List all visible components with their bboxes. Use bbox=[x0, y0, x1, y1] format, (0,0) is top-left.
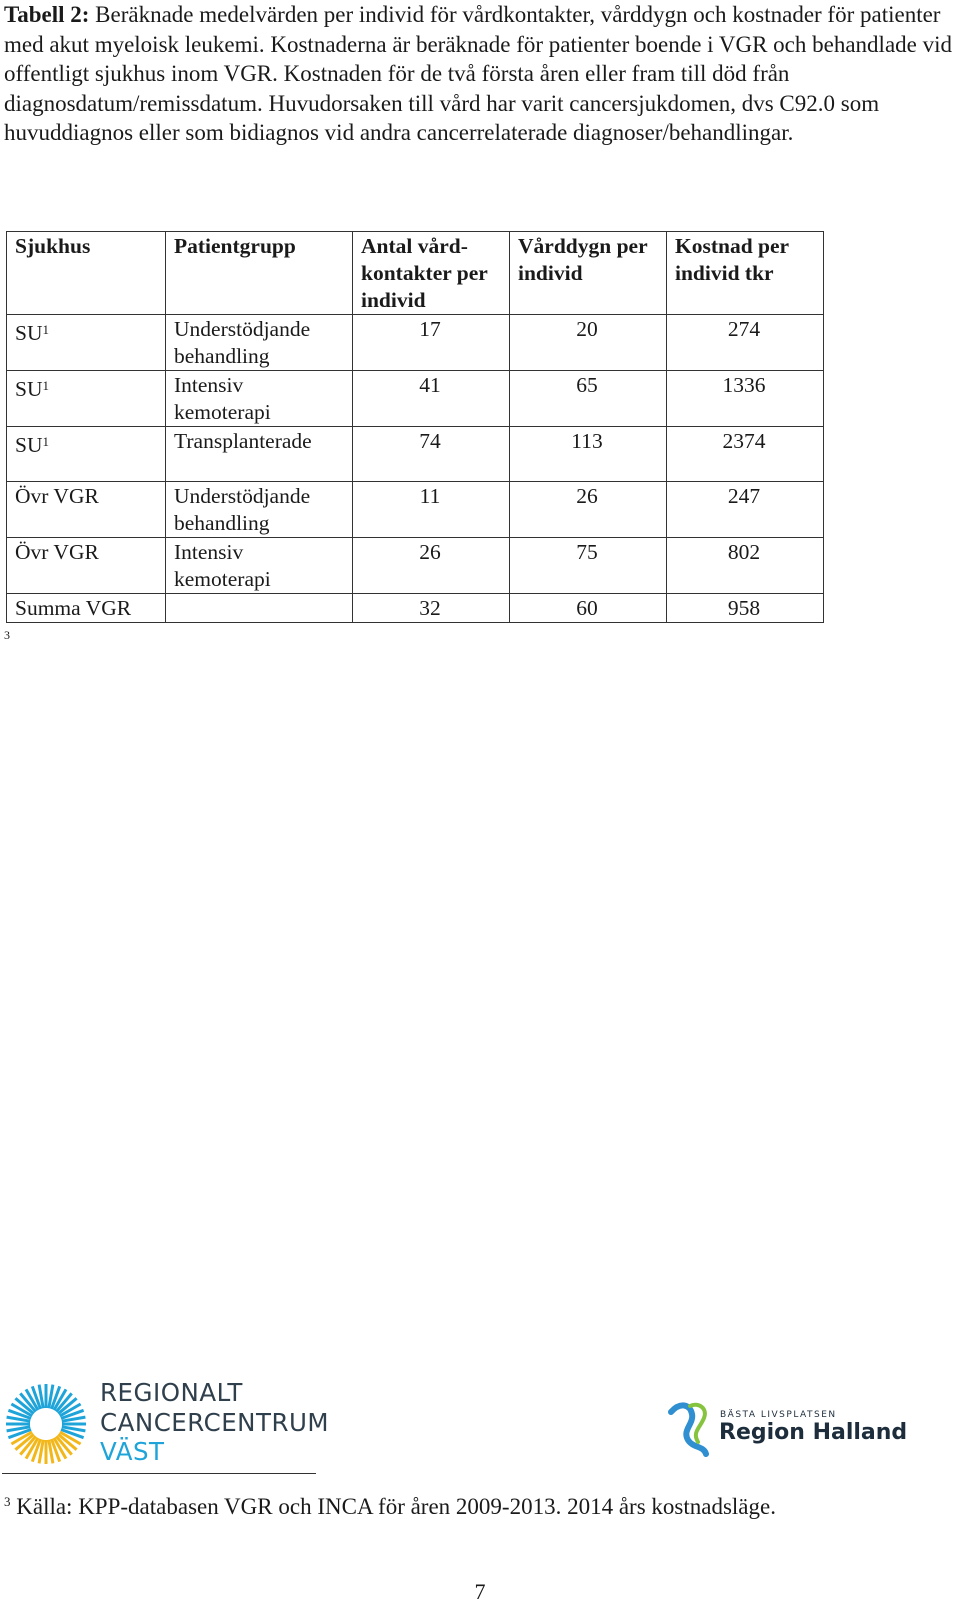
table-row bbox=[7, 315, 824, 371]
header-patientgrupp: Patientgrupp bbox=[166, 232, 353, 315]
table-row-total bbox=[7, 594, 824, 623]
page-number: 7 bbox=[474, 1579, 486, 1604]
cell-kostnad: 802 bbox=[667, 538, 824, 594]
cell-patientgrupp: Intensiv kemoterapi bbox=[166, 371, 353, 427]
cell-sjukhus: $SU^1$ bbox=[7, 315, 166, 371]
rcc-line-1: REGIONALT bbox=[100, 1378, 243, 1407]
footnote bbox=[4, 1488, 776, 1521]
halland-name: Region Halland bbox=[719, 1420, 908, 1445]
cell-patientgrupp: Understödjande behandling bbox=[166, 482, 353, 538]
cell-dygn: 60 bbox=[510, 594, 667, 623]
cell-sjukhus: $SU^1$ bbox=[7, 371, 166, 427]
footnote-divider bbox=[2, 1473, 316, 1474]
cell-dygn: 113 bbox=[510, 427, 667, 482]
header-sjukhus: Sjukhus bbox=[7, 232, 166, 315]
caption-text: Beräknade medelvärden per individ för vårdkontakter, vårddygn och kostnader för patienter med akut myeloisk leukemi. Kostnaderna är beräknade för patienter boende i VGR och behandlade vid offentligt sjukhus inom VGR. Kostnaden för de två första åren eller fram till död från diagnosdatum/remissdatum. Huvudorsaken till vård har varit cancersjukdomen, dvs C92.0 som huvuddiagnos eller som bidiagnos vid andra cancerrelaterade diagnoser/behandlingar. bbox=[4, 2, 953, 145]
cell-kontakter: 11 bbox=[353, 482, 510, 538]
footnote-reference: 3 bbox=[4, 628, 10, 642]
cell-kostnad: 247 bbox=[667, 482, 824, 538]
header-kostnad: Kostnad per individ tkr bbox=[667, 232, 824, 315]
cell-patientgrupp: Transplanterade bbox=[166, 427, 353, 482]
cell-patientgrupp: Understödjande behandling bbox=[166, 315, 353, 371]
cell-sjukhus: $SU^1$ bbox=[7, 427, 166, 482]
table-header-row bbox=[7, 232, 824, 315]
cell-kostnad: 1336 bbox=[667, 371, 824, 427]
table-caption bbox=[4, 0, 956, 148]
superscript: 1 bbox=[42, 378, 49, 393]
cell-sjukhus: Övr VGR bbox=[7, 482, 166, 538]
rcc-line-2: CANCERCENTRUM bbox=[100, 1407, 330, 1437]
table-row bbox=[7, 482, 824, 538]
cell-kostnad: 958 bbox=[667, 594, 824, 623]
superscript: 1 bbox=[42, 322, 49, 337]
header-varddygn: Vårddygn per individ bbox=[510, 232, 667, 315]
cell-sjukhus: Övr VGR bbox=[7, 538, 166, 594]
cell-kostnad: 274 bbox=[667, 315, 824, 371]
cell-kostnad: 2374 bbox=[667, 427, 824, 482]
rcc-line-3: VÄST bbox=[100, 1437, 165, 1466]
footnote-marker: 3 bbox=[4, 1494, 11, 1509]
cell-patientgrupp bbox=[166, 594, 353, 623]
superscript: 1 bbox=[42, 434, 49, 449]
table-row bbox=[7, 371, 824, 427]
cell-dygn: 75 bbox=[510, 538, 667, 594]
table-row bbox=[7, 427, 824, 482]
table-row bbox=[7, 538, 824, 594]
cell-kontakter: 26 bbox=[353, 538, 510, 594]
header-antal-vardkontakter: Antal vård-kontakter per individ bbox=[353, 232, 510, 315]
cell-dygn: 20 bbox=[510, 315, 667, 371]
cell-kontakter: 41 bbox=[353, 371, 510, 427]
caption-label: Tabell 2: bbox=[4, 2, 90, 27]
cell-kontakter: 74 bbox=[353, 427, 510, 482]
cell-kontakter: 32 bbox=[353, 594, 510, 623]
cell-sjukhus: Summa VGR bbox=[7, 594, 166, 623]
cost-table bbox=[6, 231, 824, 623]
cell-patientgrupp: Intensiv kemoterapi bbox=[166, 538, 353, 594]
halland-tagline: BÄSTA LIVSPLATSEN bbox=[720, 1410, 837, 1420]
cell-dygn: 65 bbox=[510, 371, 667, 427]
cell-kontakter: 17 bbox=[353, 315, 510, 371]
cell-dygn: 26 bbox=[510, 482, 667, 538]
rcc-logo-text bbox=[100, 1378, 329, 1467]
footnote-text: Källa: KPP-databasen VGR och INCA för åren 2009-2013. 2014 års kostnadsläge. bbox=[16, 1494, 776, 1519]
